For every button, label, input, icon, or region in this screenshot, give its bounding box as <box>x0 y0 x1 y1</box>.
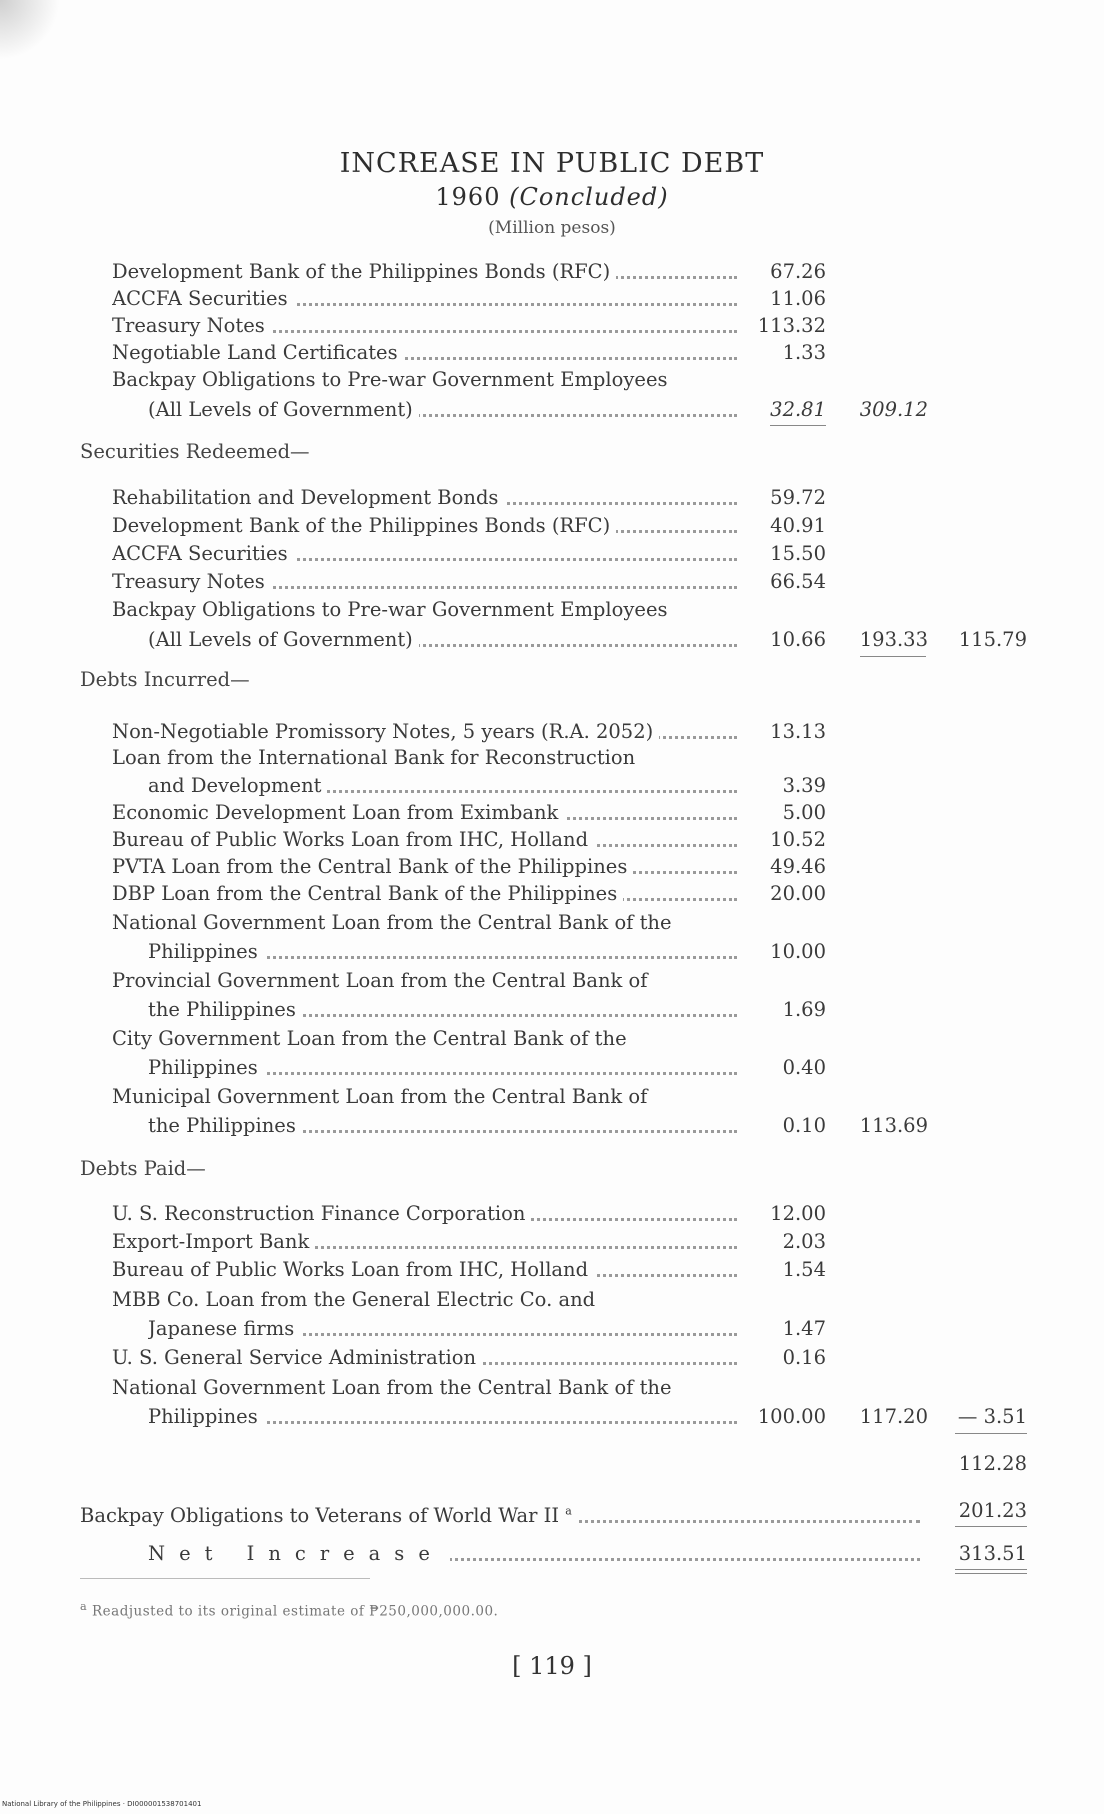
table-row <box>0 1026 1104 1052</box>
section-heading: Debts Incurred— <box>80 668 250 691</box>
row-subtotal: 193.33 <box>859 628 928 651</box>
row-label: Economic Development Loan from Eximbank <box>112 801 564 824</box>
table-row <box>0 313 1104 339</box>
page-number: [ 119 ] <box>512 1652 592 1680</box>
section-heading: Debts Paid— <box>80 1157 206 1180</box>
table-row <box>0 968 1104 994</box>
row-subtotal: 117.20 <box>859 1405 928 1428</box>
scan-corner-shade <box>0 0 60 60</box>
row-amount: 67.26 <box>770 260 826 283</box>
table-row <box>0 1113 1104 1139</box>
row-label-cont: Japanese firms <box>148 1317 300 1340</box>
table-row <box>0 1375 1104 1401</box>
row-label: City Government Loan from the Central Bank of the <box>112 1027 633 1050</box>
row-label: Treasury Notes <box>112 314 271 337</box>
table-row <box>0 1055 1104 1081</box>
table-row <box>0 367 1104 393</box>
row-label-cont: the Philippines <box>148 1114 302 1137</box>
table-row <box>0 1345 1104 1371</box>
row-label-cont: Philippines <box>148 1056 264 1079</box>
row-amount: 10.00 <box>770 940 826 963</box>
row-label: Municipal Government Loan from the Central Bank of <box>112 1085 653 1108</box>
year: 1960 <box>435 183 501 211</box>
row-subtotal: 113.69 <box>859 1114 928 1137</box>
row-label-cont: (All Levels of Government) <box>148 628 419 651</box>
library-tag: National Library of the Philippines · DI000001538701401 <box>2 1800 202 1808</box>
footnote <box>80 1600 498 1620</box>
row-amount: 12.00 <box>770 1202 826 1225</box>
table-row <box>0 881 1104 907</box>
row-amount: 3.39 <box>782 774 826 797</box>
row-label: Rehabilitation and Development Bonds <box>112 486 504 509</box>
row-amount: 2.03 <box>782 1230 826 1253</box>
table-row <box>0 997 1104 1023</box>
table-row <box>0 259 1104 285</box>
row-label: Development Bank of the Philippines Bonds (RFC) <box>112 514 616 537</box>
row-amount: 1.54 <box>782 1258 826 1281</box>
row-amount: 10.52 <box>770 828 826 851</box>
row-label: U. S. Reconstruction Finance Corporation <box>112 1202 531 1225</box>
table-row <box>0 827 1104 853</box>
row-label-cont: Philippines <box>148 1405 264 1428</box>
year-qualifier: (Concluded) <box>509 183 669 211</box>
table-row <box>0 485 1104 511</box>
table-row <box>0 597 1104 623</box>
row-net: 115.79 <box>958 628 1027 651</box>
backpay-veterans-amount: 201.23 <box>958 1499 1027 1522</box>
table-row <box>0 773 1104 799</box>
row-label-cont: and Development <box>148 774 327 797</box>
row-label: ACCFA Securities <box>112 542 294 565</box>
table-row <box>0 569 1104 595</box>
row-label-cont: (All Levels of Government) <box>148 398 419 421</box>
row-amount: 10.66 <box>770 628 826 651</box>
row-label: Loan from the International Bank for Reconstruction <box>112 746 641 769</box>
row-label: Treasury Notes <box>112 570 271 593</box>
row-label: Backpay Obligations to Pre-war Government Employees <box>112 368 674 391</box>
underline <box>955 1433 1027 1434</box>
row-amount: 100.00 <box>757 1405 826 1428</box>
row-label: Bureau of Public Works Loan from IHC, Holland <box>112 828 594 851</box>
table-row <box>0 1316 1104 1342</box>
total-row <box>0 1451 1104 1477</box>
table-row <box>0 800 1104 826</box>
row-label-cont: Philippines <box>148 940 264 963</box>
table-row <box>0 910 1104 936</box>
row-amount: 0.16 <box>782 1346 826 1369</box>
row-label: Provincial Government Loan from the Central Bank of <box>112 969 654 992</box>
table-row <box>0 1257 1104 1283</box>
underline <box>955 1526 1027 1527</box>
table-row <box>0 513 1104 539</box>
row-amount: 1.47 <box>782 1317 826 1340</box>
net-increase-row <box>0 1541 1104 1567</box>
row-amount: 40.91 <box>770 514 826 537</box>
net-increase-amount: 313.51 <box>958 1542 1027 1565</box>
page-subtitle <box>0 183 1104 211</box>
row-amount: 66.54 <box>770 570 826 593</box>
row-amount: 49.46 <box>770 855 826 878</box>
row-amount: 113.32 <box>757 314 826 337</box>
total-before-backpay: 112.28 <box>958 1452 1027 1475</box>
table-row <box>0 745 1104 771</box>
table-row <box>0 1084 1104 1110</box>
table-row <box>0 286 1104 312</box>
row-label: Export-Import Bank <box>112 1230 315 1253</box>
backpay-veterans-label: Backpay Obligations to Veterans of World War II <box>80 1503 560 1527</box>
double-underline <box>955 1573 1027 1574</box>
row-label: U. S. General Service Administration <box>112 1346 482 1369</box>
row-label: National Government Loan from the Central Bank of the <box>112 1376 678 1399</box>
row-subtotal: 309.12 <box>859 398 928 421</box>
footnote-divider <box>80 1578 370 1579</box>
row-label: National Government Loan from the Central Bank of the <box>112 911 678 934</box>
footnote-marker: a <box>565 1504 572 1517</box>
row-amount: 0.10 <box>782 1114 826 1137</box>
row-label: MBB Co. Loan from the General Electric Co. and <box>112 1288 601 1311</box>
row-label: Negotiable Land Certificates <box>112 341 404 364</box>
row-amount: 59.72 <box>770 486 826 509</box>
row-label: Non-Negotiable Promissory Notes, 5 years (R.A. 2052) <box>112 720 659 743</box>
table-row <box>0 1287 1104 1313</box>
row-amount: 13.13 <box>770 720 826 743</box>
row-label: ACCFA Securities <box>112 287 294 310</box>
row-amount: 20.00 <box>770 882 826 905</box>
row-amount: 1.33 <box>782 341 826 364</box>
table-row <box>0 939 1104 965</box>
backpay-veterans-row <box>0 1498 1104 1527</box>
row-label: Bureau of Public Works Loan from IHC, Holland <box>112 1258 594 1281</box>
section-heading: Securities Redeemed— <box>80 440 310 463</box>
row-label-cont: the Philippines <box>148 998 302 1021</box>
footnote-marker: a <box>80 1600 88 1613</box>
table-row <box>0 1201 1104 1227</box>
page-title: INCREASE IN PUBLIC DEBT <box>339 148 765 179</box>
row-net: — 3.51 <box>957 1405 1027 1428</box>
table-row <box>0 627 1104 653</box>
table-row <box>0 340 1104 366</box>
table-row <box>0 1404 1104 1430</box>
row-amount: 0.40 <box>782 1056 826 1079</box>
table-row <box>0 397 1104 423</box>
double-underline <box>955 1569 1027 1570</box>
row-amount: 11.06 <box>770 287 826 310</box>
net-increase-label: Net Increase <box>148 1542 450 1565</box>
row-amount: 1.69 <box>782 998 826 1021</box>
row-label: Backpay Obligations to Pre-war Government Employees <box>112 598 674 621</box>
table-row <box>0 541 1104 567</box>
table-row <box>0 1229 1104 1255</box>
row-label: DBP Loan from the Central Bank of the Philippines <box>112 882 623 905</box>
row-label: PVTA Loan from the Central Bank of the Philippines <box>112 855 633 878</box>
units-label: (Million pesos) <box>488 218 616 238</box>
footnote-text: Readjusted to its original estimate of ₱250,000,000.00. <box>92 1603 499 1620</box>
row-amount: 5.00 <box>782 801 826 824</box>
underline <box>860 656 926 657</box>
row-label: Development Bank of the Philippines Bonds (RFC) <box>112 260 616 283</box>
underline <box>770 425 826 426</box>
table-row <box>0 854 1104 880</box>
row-amount: 32.81 <box>770 398 826 421</box>
row-amount: 15.50 <box>770 542 826 565</box>
table-row <box>0 719 1104 745</box>
